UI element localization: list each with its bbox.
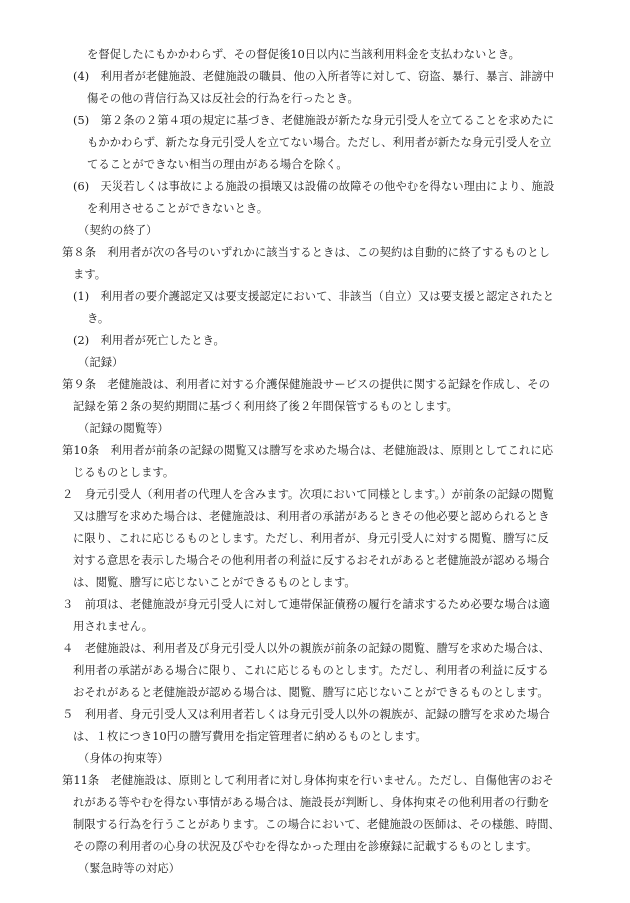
text-line: (4) 利用者が老健施設、老健施設の職員、他の入所者等に対して、窃盗、暴行、暴言、誹謗中	[73, 70, 555, 83]
text-line: (1) 利用者の要介護認定又は要支援認定において、非該当（自立）又は要支援と認定されたと	[73, 290, 555, 303]
section-heading: （契約の終了）	[78, 224, 158, 237]
article-text: 第９条 老健施設は、利用者に対する介護保健施設サービスの提供に関する記録を作成し、その	[62, 378, 550, 391]
text-line: は、１枚につき10円の謄写費用を指定管理者に納めるものとします。	[73, 730, 427, 743]
text-line: (2) 利用者が死亡したとき。	[73, 334, 225, 347]
text-line: じるものとします。	[73, 466, 175, 479]
text-line: 対する意思を表示した場合その他利用者の利益に反するおそれがあると老健施設が認める場合	[73, 554, 550, 567]
paragraph-text: ５ 利用者、身元引受人又は利用者若しくは身元引受人以外の親族が、記録の謄写を求めた場合	[62, 708, 550, 721]
text-line: を督促したにもかかわらず、その督促後10日以内に当該利用料金を支払わないとき。	[87, 48, 520, 61]
text-line: その際の利用者の心身の状況及びやむを得なかった理由を診療録に記載するものとします。	[73, 840, 538, 853]
text-line: もかかわらず、新たな身元引受人を立てない場合。ただし、利用者が新たな身元引受人を立	[87, 136, 552, 149]
section-heading: （緊急時等の対応）	[78, 862, 181, 875]
text-line: れがある等やむを得ない事情がある場合は、施設長が判断し、身体拘束その他利用者の行動を	[73, 796, 550, 809]
section-heading: （記録の閲覧等）	[78, 422, 169, 435]
text-line: き。	[87, 312, 110, 325]
text-line: てることができない相当の理由がある場合を除く。	[87, 158, 348, 171]
text-line: は、閲覧、謄写に応じないことができるものとします。	[73, 576, 356, 589]
article-text: 第10条 利用者が前条の記録の閲覧又は謄写を求めた場合は、老健施設は、原則としてこれに応	[62, 444, 554, 457]
text-line: ます。	[73, 268, 107, 281]
paragraph-text: ３ 前項は、老健施設が身元引受人に対して連帯保証債務の履行を請求するため必要な場合は適	[62, 598, 550, 611]
section-heading: （身体の拘束等）	[78, 752, 169, 765]
text-line: を利用させることができないとき。	[87, 202, 269, 215]
article-text: 第11条 老健施設は、原則として利用者に対し身体拘束を行いません。ただし、自傷他害のおそ	[62, 774, 554, 787]
text-line: (6) 天災若しくは事故による施設の損壊又は設備の故障その他やむを得ない理由により、施設	[73, 180, 555, 193]
text-line: おそれがあると老健施設が認める場合は、閲覧、謄写に応じないことができるものとします。	[73, 686, 549, 699]
paragraph-text: ４ 老健施設は、利用者及び身元引受人以外の親族が前条の記録の閲覧、謄写を求めた場合は、	[62, 642, 550, 655]
text-line: 傷その他の背信行為又は反社会的行為を行ったとき。	[87, 92, 359, 105]
article-text: 第８条 利用者が次の各号のいずれかに該当するときは、この契約は自動的に終了するものとし	[62, 246, 550, 259]
text-line: 用されません。	[73, 620, 154, 633]
text-line: (5) 第２条の２第４項の規定に基づき、老健施設が新たな身元引受人を立てることを求めたに	[73, 114, 554, 127]
text-line: 又は謄写を求めた場合は、老健施設は、利用者の承諾があるときその他必要と認められるとき	[73, 510, 550, 523]
text-line: 記録を第２条の契約期間に基づく利用終了後２年間保管するものとします。	[73, 400, 458, 413]
text-line: 利用者の承諾がある場合に限り、これに応じるものとします。ただし、利用者の利益に反する	[73, 664, 549, 677]
paragraph-text: ２ 身元引受人（利用者の代理人を含みます。次項において同様とします。）が前条の記録の閲覧	[62, 488, 554, 501]
text-line: 制限する行為を行うことがあります。この場合において、老健施設の医師は、その様態、時間、	[73, 818, 560, 831]
text-line: に限り、これに応じるものとします。ただし、利用者が、身元引受人に対する閲覧、謄写に反	[73, 532, 549, 545]
section-heading: （記録）	[78, 356, 124, 369]
